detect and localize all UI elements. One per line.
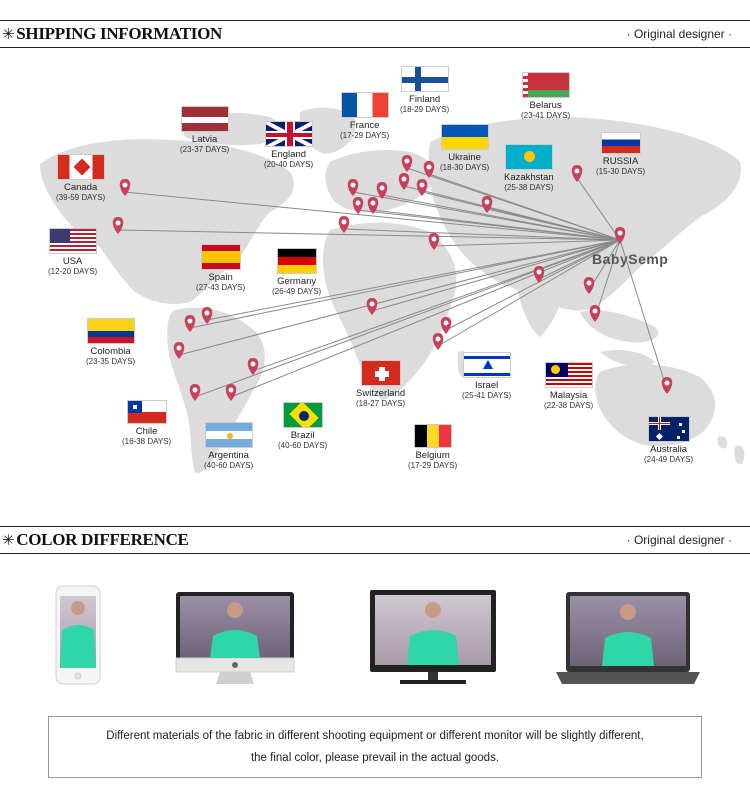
belgium-flag-icon: [414, 424, 452, 448]
country-name: Belgium: [415, 450, 450, 461]
map-pin-dot: [205, 311, 210, 316]
original-designer-label: · Original designer ·: [626, 27, 732, 41]
delivery-days: (25-41 DAYS): [462, 391, 512, 400]
country-england: [264, 121, 313, 170]
country-name: France: [349, 120, 380, 131]
malaysia-flag-icon: [545, 362, 593, 388]
map-pin-dot: [665, 381, 670, 386]
latvia-flag-icon: [181, 106, 229, 132]
country-name: Ukraine: [448, 152, 481, 163]
map-pin-dot: [405, 159, 410, 164]
delivery-days: (23-41 DAYS): [521, 111, 571, 120]
country-kazakhstan: [504, 144, 554, 193]
country-chile: [122, 400, 171, 447]
delivery-days: (15-30 DAYS): [596, 167, 646, 176]
map-pin-dot: [618, 231, 623, 236]
map-pin-dot: [444, 321, 449, 326]
map-pin-dot: [587, 281, 592, 286]
country-colombia: [86, 318, 135, 367]
belarus-flag-icon: [522, 72, 570, 98]
country-france: [340, 92, 389, 141]
country-name: Kazakhstan: [504, 172, 554, 183]
map-pin-dot: [351, 183, 356, 188]
map-pin-dot: [229, 388, 234, 393]
delivery-days: (24-49 DAYS): [644, 455, 694, 464]
country-argentina: [204, 422, 253, 471]
country-name: Malaysia: [549, 390, 588, 401]
map-pin-dot: [380, 186, 385, 191]
laptop-icon: [556, 592, 700, 684]
country-switzerland: [356, 360, 405, 409]
country-finland: [400, 66, 449, 115]
chile-flag-icon: [127, 400, 167, 424]
color-notice-box: [48, 716, 702, 778]
delivery-days: (16-38 DAYS): [122, 437, 172, 446]
delivery-days: (18-29 DAYS): [400, 105, 450, 114]
delivery-days: (20-40 DAYS): [264, 160, 314, 169]
country-name: Chile: [135, 426, 158, 437]
delivery-days: (25-38 DAYS): [504, 183, 554, 192]
country-name: RUSSIA: [602, 156, 639, 167]
country-name: England: [271, 149, 307, 160]
country-russia: [596, 132, 645, 177]
usa-flag-icon: [49, 228, 97, 254]
country-name: USA: [62, 256, 83, 267]
country-name: Brazil: [290, 430, 315, 441]
map-pin-dot: [356, 201, 361, 206]
country-name: Belarus: [529, 100, 562, 111]
map-pin-dot: [436, 337, 441, 342]
australia-flag-icon: [648, 416, 690, 442]
country-belarus: [521, 72, 570, 121]
map-pin-dot: [402, 177, 407, 182]
switzerland-flag-icon: [361, 360, 401, 386]
map-pin-dot: [123, 183, 128, 188]
country-name: Spain: [208, 272, 233, 283]
shipping-title-text: SHIPPING INFORMATION: [16, 24, 223, 43]
delivery-days: (12-20 DAYS): [48, 267, 98, 276]
map-pin-dot: [193, 388, 198, 393]
map-pin-dot: [575, 169, 580, 174]
color-header: [0, 526, 750, 554]
map-pin-dot: [432, 237, 437, 242]
country-usa: [48, 228, 97, 277]
color-title: [2, 530, 189, 550]
monitor-icon: [370, 590, 496, 684]
country-name: Latvia: [191, 134, 218, 145]
map-pin-dot: [116, 221, 121, 226]
delivery-days: (18-27 DAYS): [356, 399, 406, 408]
spain-flag-icon: [201, 244, 241, 270]
world-map: [0, 52, 750, 492]
notice-line-2: the final color, please prevail in the actual goods.: [250, 752, 500, 764]
delivery-days: (18-30 DAYS): [440, 163, 490, 172]
map-pin-dot: [342, 220, 347, 225]
star-icon: ✳: [2, 533, 15, 549]
germany-flag-icon: [277, 248, 317, 274]
country-malaysia: [544, 362, 593, 411]
ukraine-flag-icon: [441, 124, 489, 150]
country-brazil: [278, 402, 327, 451]
country-name: Germany: [277, 276, 317, 287]
country-australia: [644, 416, 693, 465]
shipping-header: [0, 20, 750, 48]
russia-flag-icon: [601, 132, 641, 154]
map-pin-dot: [537, 270, 542, 275]
colombia-flag-icon: [87, 318, 135, 344]
country-name: Canada: [63, 182, 98, 193]
brazil-flag-icon: [283, 402, 323, 428]
delivery-days: (23-37 DAYS): [180, 145, 230, 154]
delivery-days: (39-59 DAYS): [56, 193, 106, 202]
country-name: Australia: [650, 444, 688, 455]
monitor-icon: [176, 592, 294, 684]
country-belgium: [408, 424, 457, 471]
finland-flag-icon: [401, 66, 449, 92]
phone-icon: [56, 586, 100, 684]
map-pin-dot: [427, 165, 432, 170]
color-title-text: COLOR DIFFERENCE: [16, 530, 189, 549]
delivery-days: (17-29 DAYS): [340, 131, 390, 140]
star-icon: ✳: [2, 27, 15, 43]
country-name: Switzerland: [356, 388, 406, 399]
england-flag-icon: [265, 121, 313, 147]
notice-line-1: Different materials of the fabric in different shooting equipment or different monitor will be slightly different,: [106, 730, 644, 742]
map-pin-dot: [188, 319, 193, 324]
delivery-days: (22-38 DAYS): [544, 401, 594, 410]
country-canada: [56, 154, 105, 203]
delivery-days: (40-60 DAYS): [204, 461, 254, 470]
devices-row: [0, 580, 750, 690]
map-pin-dot: [177, 346, 182, 351]
argentina-flag-icon: [205, 422, 253, 448]
country-name: Colombia: [90, 346, 131, 357]
country-latvia: [180, 106, 229, 155]
country-spain: [196, 244, 245, 293]
original-designer-label: · Original designer ·: [626, 533, 732, 547]
delivery-days: (27-43 DAYS): [196, 283, 246, 292]
israel-flag-icon: [463, 352, 511, 378]
country-name: Israel: [474, 380, 499, 391]
country-ukraine: [440, 124, 489, 173]
country-name: Argentina: [208, 450, 249, 461]
france-flag-icon: [341, 92, 389, 118]
map-pin-dot: [485, 200, 490, 205]
delivery-days: (17-29 DAYS): [408, 461, 458, 470]
delivery-days: (23-35 DAYS): [86, 357, 136, 366]
canada-flag-icon: [57, 154, 105, 180]
map-pin-dot: [370, 302, 375, 307]
hub-label: BabySemp: [592, 251, 669, 267]
country-israel: [462, 352, 511, 401]
country-name: Finland: [409, 94, 441, 105]
map-pin-dot: [593, 309, 598, 314]
delivery-days: (40-60 DAYS): [278, 441, 328, 450]
delivery-days: (26-49 DAYS): [272, 287, 322, 296]
map-pin-dot: [251, 362, 256, 367]
map-pin-dot: [371, 201, 376, 206]
shipping-title: [2, 24, 222, 44]
country-germany: [272, 248, 321, 297]
kazakhstan-flag-icon: [505, 144, 553, 170]
map-pin-dot: [420, 183, 425, 188]
